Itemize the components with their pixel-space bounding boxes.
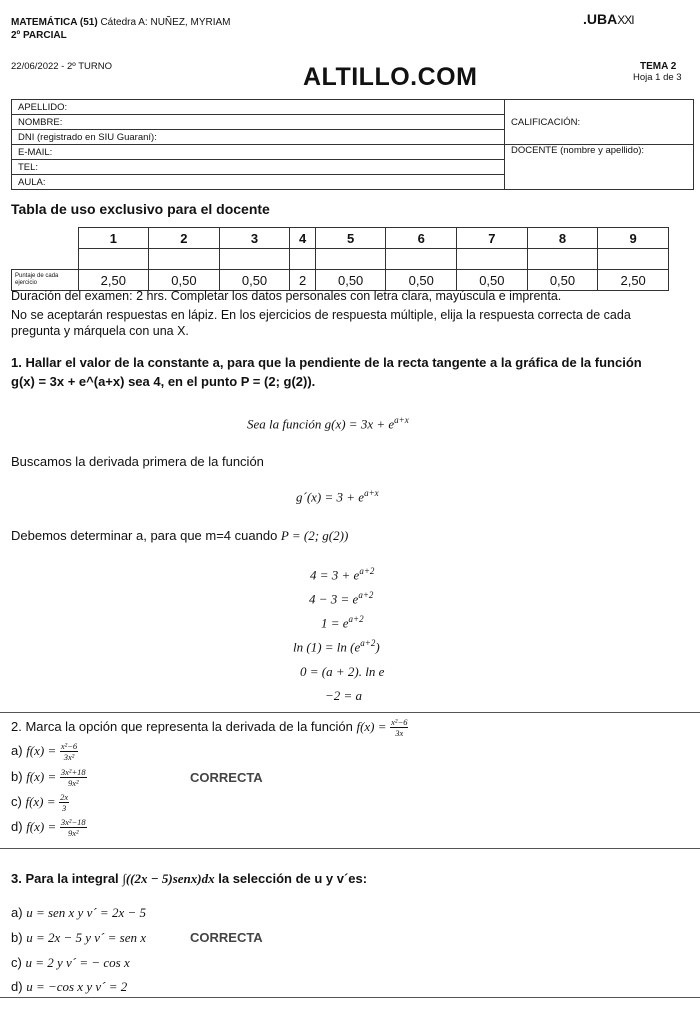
q2-option-letter: d) [11, 818, 23, 834]
field-nombre[interactable]: NOMBRE: [12, 115, 505, 130]
q1-func-def-exp: a+x [394, 415, 409, 425]
q2-func-den: 3x [395, 728, 404, 738]
q2-func-fraction [390, 717, 408, 738]
q3-correct-mark: CORRECTA [190, 930, 263, 945]
q2-option-num: 2x [60, 792, 69, 802]
q2-option[interactable] [11, 817, 87, 838]
uba-logo-main: .UBA [583, 11, 618, 27]
tema-label: TEMA 2 [640, 61, 677, 72]
q3-option-expr: u = 2 y v´ = − cos x [25, 955, 130, 970]
q2-option-num: 3x²+18 [60, 767, 86, 777]
q2-option-num: 3x²−18 [60, 817, 86, 827]
q2-option-letter: b) [11, 768, 23, 784]
q3-option[interactable] [11, 930, 146, 946]
grade-col-header: 4 [290, 228, 316, 249]
section-divider [0, 848, 700, 849]
grade-score: 2 [290, 270, 316, 291]
q1-determine-point: P = (2; g(2)) [280, 528, 349, 543]
q3-option-letter: d) [11, 979, 23, 994]
grade-blank-row-lead [12, 249, 79, 270]
uba-logo [583, 11, 634, 27]
course-name: MATEMÁTICA (51) [11, 17, 98, 28]
grade-score: 0,50 [315, 270, 386, 291]
q2-func-num: x²−6 [391, 717, 408, 727]
page-count: Hoja 1 de 3 [633, 72, 682, 83]
q1-statement-line1: 1. Hallar el valor de la constante a, para que la pendiente de la recta tangente a la gráfica de la función [11, 355, 642, 370]
q3-option-letter: a) [11, 905, 23, 920]
field-email[interactable]: E-MAIL: [12, 145, 505, 160]
grade-input-cell[interactable] [149, 249, 220, 270]
q2-option-prefix: f(x) = [26, 768, 57, 784]
grade-col-header: 7 [457, 228, 528, 249]
grade-input-cell[interactable] [457, 249, 528, 270]
section-divider [0, 712, 700, 713]
watermark: ALTILLO.COM [303, 63, 478, 91]
grade-col-header: 5 [315, 228, 386, 249]
q1-step-base: ln (1) = ln (e [293, 639, 361, 655]
docente-cell[interactable]: DOCENTE (nombre y apellido): [505, 145, 694, 190]
q3-statement-prefix: 3. Para la integral [11, 871, 119, 886]
q2-option-letter: a) [11, 742, 23, 758]
q2-option-den: 9x² [67, 778, 79, 788]
grade-col-header: 9 [598, 228, 669, 249]
q1-step-exp: a+2 [348, 614, 364, 624]
field-apellido[interactable]: APELLIDO: [12, 100, 505, 115]
q2-option-fraction [60, 817, 87, 838]
q3-option[interactable] [11, 955, 130, 971]
q1-step [321, 614, 364, 631]
q2-statement-text: 2. Marca la opción que representa la derivada de la función [11, 718, 353, 734]
grade-score: 0,50 [527, 270, 598, 291]
q2-option-den: 9x² [67, 828, 79, 838]
instructions-pencil: No se aceptarán respuestas en lápiz. En los ejercicios de respuesta múltiple, elija la respuesta correcta de cada [11, 308, 631, 322]
q2-option-den: 3 [62, 803, 67, 813]
q2-func-prefix: f(x) = [356, 718, 387, 734]
q1-function-definition [247, 415, 409, 432]
q2-option[interactable] [11, 767, 87, 788]
field-dni[interactable]: DNI (registrado en SIU Guaraní): [12, 130, 505, 145]
grade-table [11, 227, 669, 291]
q2-option-den: 3x² [63, 752, 75, 762]
q1-step-exp: a+2 [358, 590, 374, 600]
q3-option-expr: u = −cos x y v´ = 2 [26, 979, 128, 994]
q3-option[interactable] [11, 979, 127, 995]
q1-step [309, 590, 373, 607]
q2-option-num: x²−6 [60, 741, 78, 751]
q2-option[interactable] [11, 741, 78, 762]
grade-score: 2,50 [78, 270, 149, 291]
grade-col-header: 6 [386, 228, 457, 249]
section-divider [0, 997, 700, 998]
grade-input-cell[interactable] [219, 249, 290, 270]
grade-input-cell[interactable] [527, 249, 598, 270]
grade-score: 0,50 [219, 270, 290, 291]
q1-step [310, 566, 374, 583]
grade-col-header: 2 [149, 228, 220, 249]
q1-derivative [296, 488, 379, 505]
grade-input-cell[interactable] [78, 249, 149, 270]
calificacion-cell[interactable]: CALIFICACIÓN: [505, 100, 694, 145]
grade-input-cell[interactable] [290, 249, 316, 270]
q1-derivative-exp: a+x [364, 488, 379, 498]
grade-row-label: Puntaje de cada ejercicio [12, 270, 79, 291]
grade-input-cell[interactable] [598, 249, 669, 270]
field-aula[interactable]: AULA: [12, 175, 505, 190]
grade-input-cell[interactable] [386, 249, 457, 270]
q2-option-letter: c) [11, 793, 22, 809]
exam-date: 22/06/2022 - 2º TURNO [11, 61, 112, 72]
q3-option-letter: b) [11, 930, 23, 945]
q3-statement-suffix: la selección de u y v´es: [218, 871, 368, 886]
grade-score: 2,50 [598, 270, 669, 291]
grade-score: 0,50 [386, 270, 457, 291]
q1-step-base: 4 = 3 + e [310, 567, 360, 583]
q2-option-prefix: f(x) = [25, 793, 56, 809]
q1-determine-text: Debemos determinar a, para que m=4 cuando [11, 528, 278, 543]
q3-option-expr: u = sen x y v´ = 2x − 5 [26, 905, 146, 920]
student-info-table [11, 99, 694, 190]
q1-step-tail: ) [375, 639, 380, 655]
grade-col-header: 8 [527, 228, 598, 249]
q1-step: −2 = a [325, 688, 363, 703]
q2-option[interactable] [11, 792, 69, 813]
grade-table-title: Tabla de uso exclusivo para el docente [11, 201, 270, 217]
q1-func-def-base: Sea la función g(x) = 3x + e [247, 416, 395, 432]
q3-option[interactable] [11, 905, 146, 921]
course-header [11, 17, 230, 28]
q1-step [293, 638, 380, 655]
q2-option-fraction [59, 792, 69, 813]
q2-statement [11, 717, 408, 738]
q1-step-base: 1 = e [321, 615, 349, 631]
q2-option-prefix: f(x) = [26, 818, 57, 834]
grade-score: 0,50 [149, 270, 220, 291]
q1-step: 0 = (a + 2). ln e [300, 664, 385, 679]
q3-statement [11, 871, 367, 887]
grade-table-corner [12, 228, 79, 249]
q3-option-letter: c) [11, 955, 22, 970]
instructions-mark: pregunta y márquela con una X. [11, 324, 189, 338]
q2-option-fraction [60, 741, 78, 762]
q3-option-expr: u = 2x − 5 y v´ = sen x [26, 930, 146, 945]
exam-name: 2º PARCIAL [11, 30, 67, 41]
q1-derivative-base: g´(x) = 3 + e [296, 489, 365, 505]
field-tel[interactable]: TEL: [12, 160, 505, 175]
course-chair: Cátedra A: NUÑEZ, MYRIAM [100, 17, 231, 28]
q1-step-exp: a+2 [360, 638, 376, 648]
grade-col-header: 3 [219, 228, 290, 249]
q1-derivative-text: Buscamos la derivada primera de la función [11, 454, 264, 469]
instructions-duration: Duración del examen: 2 hrs. Completar los datos personales con letra clara, mayúscula e imprenta. [11, 289, 562, 303]
q2-correct-mark: CORRECTA [190, 770, 263, 785]
q1-step-exp: a+2 [359, 566, 375, 576]
q1-step-base: 4 − 3 = e [309, 591, 359, 607]
grade-input-cell[interactable] [315, 249, 386, 270]
q2-option-fraction [60, 767, 87, 788]
q2-option-prefix: f(x) = [26, 742, 57, 758]
q3-integral: ∫((2x − 5)senx)dx [122, 871, 215, 886]
grade-col-header: 1 [78, 228, 149, 249]
q1-determine [11, 528, 348, 544]
uba-logo-suffix: XXI [617, 13, 634, 27]
grade-score: 0,50 [457, 270, 528, 291]
q1-statement-line2: g(x) = 3x + e^(a+x) sea 4, en el punto P = (2; g(2)). [11, 374, 316, 389]
